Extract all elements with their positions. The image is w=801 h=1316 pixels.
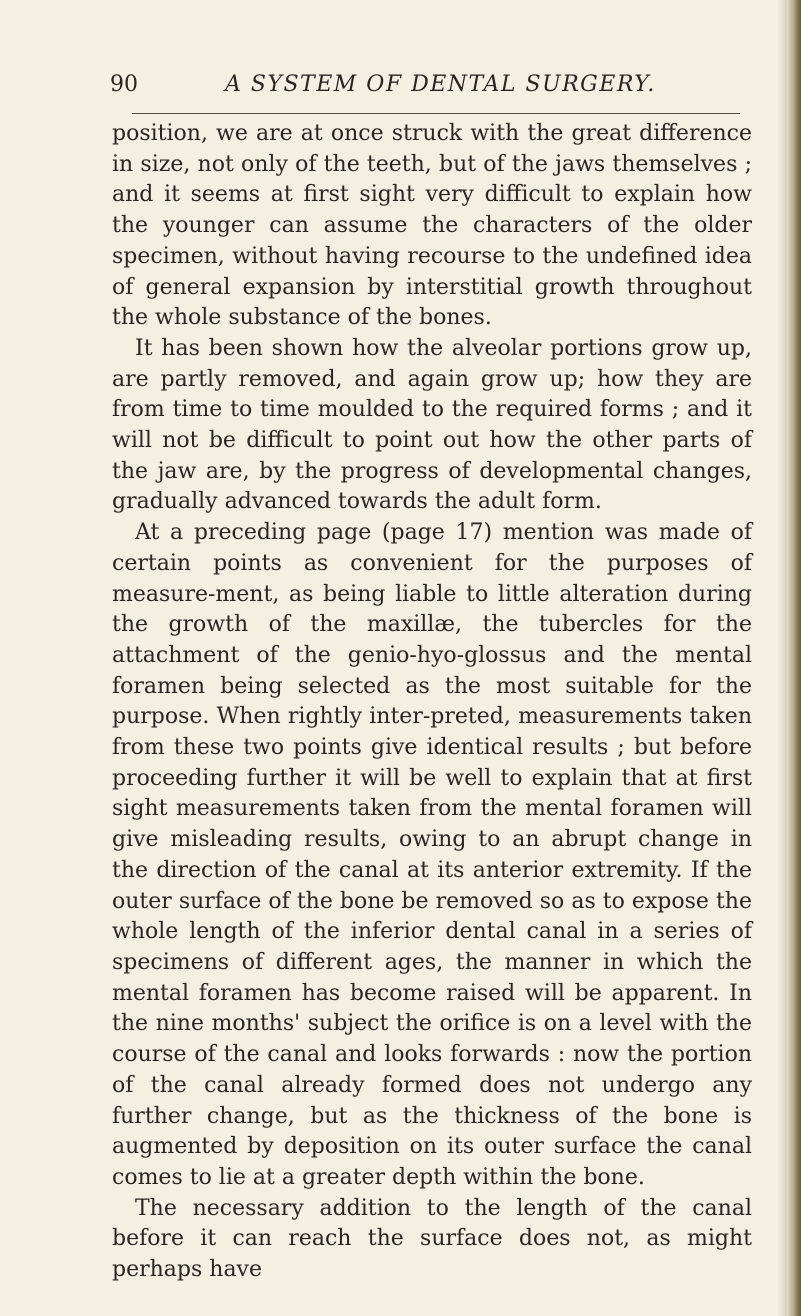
paragraph: position, we are at once struck with the great difference in size, not only of the teeth, but of the jaws themselves ; and it seems at first sight very difficult to explain how the younger can assume the characters of the older specimen, without having recourse to the undefined idea of general expansion by interstitial growth throughout the whole substance of the bones. [112,121,752,331]
paragraph: It has been shown how the alveolar portions grow up, are partly removed, and again grow up; how they are from time to time moulded to the required forms ; and it will not be difficult to point out how the other parts of the jaw are, by the progress of developmental changes, gradually advanced towards the adult form. [112,335,752,515]
body-text [112,119,752,1286]
header-rule [132,113,740,114]
page-header [110,72,740,102]
page-edge [787,0,801,1316]
paragraph: At a preceding page (page 17) mention was made of certain points as convenient for the purposes of measure-ment, as being liable to little alteration during the growth of the maxillæ, the tubercles for the attachment of the genio-hyo-glossus and the mental foramen being selected as the most suitable for the purpose. When rightly inter-preted, measurements taken from these two points give identical results ; but before proceeding further it will be well to explain that at first sight measurements taken from the mental foramen will give misleading results, owing to an abrupt change in the direction of the canal at its anterior extremity. If the outer surface of the bone be removed so as to expose the whole length of the inferior dental canal in a series of specimens of different ages, the manner in which the mental foramen has become raised will be apparent. In the nine months' subject the orifice is on a level with the course of the canal and looks forwards : now the portion of the canal already formed does not undergo any further change, but as the thickness of the bone is augmented by deposition on its outer surface the canal comes to lie at a greater depth within the bone. [112,520,752,1190]
page-edge-shadow [777,0,787,1316]
paragraph: The necessary addition to the length of the canal before it can reach the surface does not, as might perhaps have [112,1195,752,1283]
page-number: 90 [110,72,138,97]
running-title: A SYSTEM OF DENTAL SURGERY. [225,72,656,97]
